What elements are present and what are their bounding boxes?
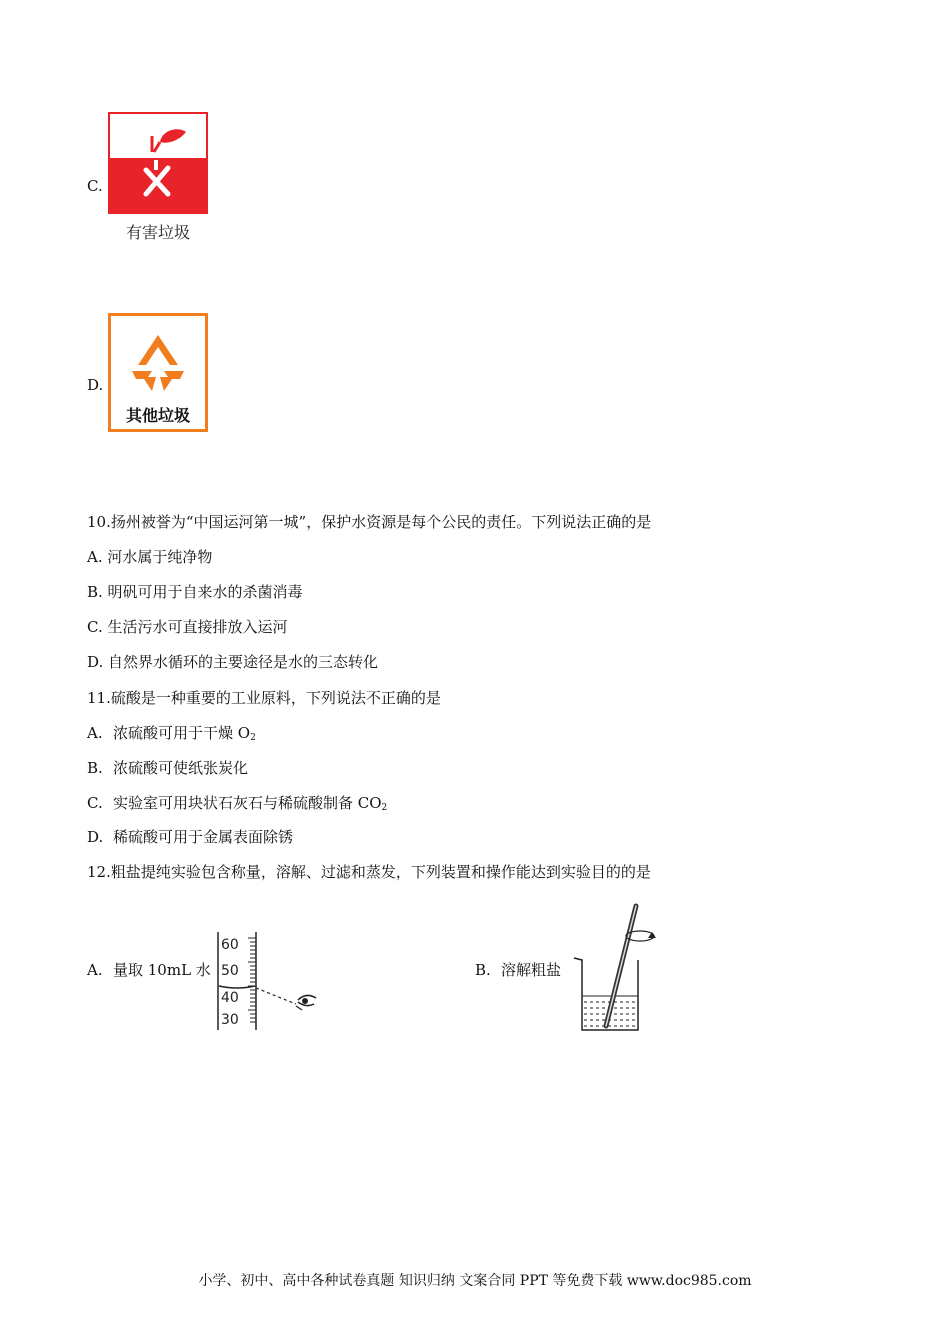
hazardous-waste-icon [108, 112, 208, 214]
q10-stem: 10.扬州被誉为“中国运河第一城”，保护水资源是每个公民的责任。下列说法正确的是 [87, 513, 652, 531]
other-waste-sign [108, 313, 208, 432]
cylinder-tick-60: 60 [221, 937, 239, 953]
q11-stem: 11.硫酸是一种重要的工业原料，下列说法不正确的是 [87, 689, 441, 707]
q12-option-b-letter: B. [475, 961, 491, 979]
q11-option-a [87, 723, 256, 748]
q12-option-a-letter: A. [87, 961, 103, 979]
cylinder-tick-40: 40 [221, 990, 239, 1006]
cylinder-tick-50: 50 [221, 963, 239, 979]
q11-option-c-text: 实验室可用块状石灰石与稀硫酸制备 CO [113, 794, 382, 812]
page-footer: 小学、初中、高中各种试卷真题 知识归纳 文案合同 PPT 等免费下载 www.doc985.com [198, 1273, 752, 1289]
q10-option-a: A. 河水属于纯净物 [87, 548, 213, 566]
q11-option-c-sub: 2 [381, 803, 388, 813]
q12-stem: 12.粗盐提纯实验包含称量，溶解、过滤和蒸发，下列装置和操作能达到实验目的的是 [87, 863, 651, 881]
sight-line [256, 988, 296, 1004]
hazardous-waste-sign [108, 112, 208, 242]
q12-option-a-text: 量取 10mL 水 [113, 961, 211, 979]
q11-option-c-letter: C. [87, 794, 103, 812]
q12-option-b [475, 959, 561, 980]
q10-option-d: D. 自然界水循环的主要途径是水的三态转化 [87, 653, 379, 671]
q11-option-d [87, 827, 293, 847]
q11-option-d-text: 稀硫酸可用于金属表面除锈 [113, 828, 294, 846]
q10-option-b: B. 明矾可用于自来水的杀菌消毒 [87, 583, 303, 601]
q11-option-b-letter: B. [87, 759, 103, 777]
q11-option-a-sub: 2 [250, 733, 256, 743]
q11-option-a-letter: A. [87, 724, 103, 742]
option-d-letter: D. [87, 376, 104, 394]
eye-icon [296, 995, 316, 1010]
q11-option-a-text: 浓硫酸可用于干燥 O [113, 724, 251, 742]
q12-option-b-text: 溶解粗盐 [501, 961, 562, 979]
q11-option-c [87, 793, 387, 818]
q11-option-d-letter: D. [87, 828, 104, 846]
hazardous-waste-label: 有害垃圾 [125, 223, 190, 242]
graduated-cylinder-diagram [212, 930, 332, 1034]
q10-option-c: C. 生活污水可直接排放入运河 [87, 618, 288, 636]
q12-option-a [87, 959, 211, 980]
q11-option-b [87, 758, 248, 778]
beaker-stirring-diagram [570, 902, 670, 1034]
other-waste-label: 其他垃圾 [125, 406, 190, 425]
meniscus [219, 986, 255, 988]
cylinder-tick-30: 30 [221, 1012, 239, 1028]
q11-option-b-text: 浓硫酸可使纸张炭化 [113, 759, 249, 777]
option-c-letter: C. [87, 177, 103, 195]
